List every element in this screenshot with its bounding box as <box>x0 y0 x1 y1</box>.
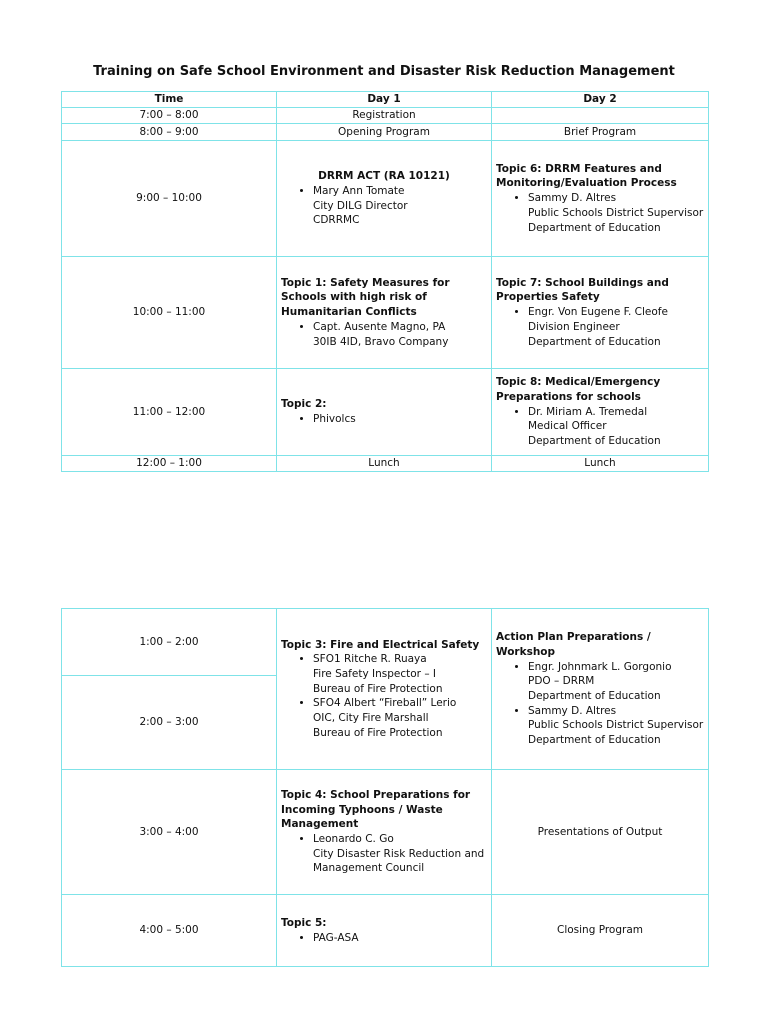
speaker-item <box>528 660 704 704</box>
session-topic: Topic 7: School Buildings and Properties Safety <box>496 276 669 304</box>
schedule-table-morning <box>61 91 709 472</box>
day1-cell: Lunch <box>277 456 492 472</box>
speaker-line: City DILG Director <box>313 199 408 212</box>
time-cell: 9:00 – 10:00 <box>62 141 277 257</box>
session-topic: Topic 3: Fire and Electrical Safety <box>281 638 480 651</box>
speaker-line: • Leonardo C. Go <box>313 833 394 845</box>
speaker-item <box>313 652 487 696</box>
document-title: Training on Safe School Environment and Disaster Risk Reduction Management <box>93 64 675 79</box>
session-topic: Action Plan Preparations / Workshop <box>496 631 651 658</box>
session-topic: Topic 2: <box>281 398 327 411</box>
session-topic: Topic 1: Safety Measures for Schools with high risk of Humanitarian Conflicts <box>281 276 450 319</box>
session-topic: Topic 6: DRRM Features and Monitoring/Evaluation Process <box>496 162 677 190</box>
speaker-line: Bureau of Fire Protection <box>313 726 443 739</box>
time-cell: 7:00 – 8:00 <box>62 108 277 124</box>
day1-cell <box>277 895 492 967</box>
speaker-line: • Phivolcs <box>313 413 356 425</box>
speaker-line: Public Schools District Supervisor <box>528 719 704 732</box>
day2-cell <box>492 257 709 369</box>
speaker-line: Department of Education <box>528 335 661 348</box>
time-cell: 8:00 – 9:00 <box>62 124 277 141</box>
speaker-item <box>313 832 487 876</box>
day2-cell: Lunch <box>492 456 709 472</box>
speaker-item <box>528 704 704 748</box>
speaker-line: • SFO1 Ritche R. Ruaya <box>313 653 427 666</box>
table-header-row <box>62 92 709 108</box>
speaker-line: Department of Education <box>528 221 661 234</box>
speaker-line: Department of Education <box>528 435 661 448</box>
day1-cell <box>277 141 492 257</box>
speaker-item <box>313 320 487 349</box>
speaker-line: CDRRMC <box>313 214 360 227</box>
speaker-line: • SFO4 Albert “Fireball” Lerio <box>313 697 457 710</box>
speaker-line: Division Engineer <box>528 320 620 333</box>
speaker-item <box>528 305 704 349</box>
speaker-list <box>496 305 704 349</box>
speaker-line: Bureau of Fire Protection <box>313 682 443 695</box>
speaker-line: 30IB 4ID, Bravo Company <box>313 335 449 348</box>
speaker-line: • Engr. Johnmark L. Gorgonio <box>528 660 672 673</box>
day1-cell: Opening Program <box>277 124 492 141</box>
table-row <box>62 456 709 472</box>
day1-cell <box>277 257 492 369</box>
speaker-line: Department of Education <box>528 690 661 702</box>
speaker-item <box>528 405 704 449</box>
speaker-list <box>281 832 487 876</box>
day1-cell <box>277 609 492 770</box>
table-row <box>62 108 709 124</box>
speaker-line: Fire Safety Inspector – I <box>313 667 437 680</box>
speaker-line: • Sammy D. Altres <box>528 192 617 205</box>
day2-cell <box>492 369 709 456</box>
speaker-line: • Sammy D. Altres <box>528 704 617 717</box>
speaker-line: • Engr. Von Eugene F. Cleofe <box>528 306 668 319</box>
time-cell: 4:00 – 5:00 <box>62 895 277 967</box>
time-cell: 3:00 – 4:00 <box>62 770 277 895</box>
session-topic: Topic 8: Medical/Emergency Preparations for schools <box>496 376 661 403</box>
day2-cell <box>492 108 709 124</box>
table-row <box>62 369 709 456</box>
speaker-list <box>281 931 487 946</box>
header-day1: Day 1 <box>277 92 492 108</box>
speaker-list <box>496 405 704 449</box>
speaker-line: • Mary Ann Tomate <box>313 184 405 197</box>
day2-cell: Closing Program <box>492 895 709 967</box>
speaker-line: City Disaster Risk Reduction and Management Council <box>313 847 485 875</box>
header-time: Time <box>62 92 277 108</box>
day2-cell: Brief Program <box>492 124 709 141</box>
speaker-item <box>528 191 704 235</box>
header-day2: Day 2 <box>492 92 709 108</box>
speaker-line: Public Schools District Supervisor <box>528 206 704 219</box>
day2-cell <box>492 609 709 770</box>
day1-cell <box>277 770 492 895</box>
speaker-line: Medical Officer <box>528 420 607 433</box>
speaker-line: • PAG-ASA <box>313 931 359 944</box>
table-row <box>62 257 709 369</box>
table-row <box>62 609 709 676</box>
speaker-item <box>313 696 487 740</box>
day2-cell <box>492 141 709 257</box>
speaker-item <box>313 412 487 427</box>
speaker-list <box>281 320 487 349</box>
day1-cell <box>277 369 492 456</box>
time-cell: 12:00 – 1:00 <box>62 456 277 472</box>
time-cell: 1:00 – 2:00 <box>62 609 277 676</box>
speaker-line: OIC, City Fire Marshall <box>313 712 429 725</box>
speaker-item <box>313 184 487 228</box>
day2-cell: Presentations of Output <box>492 770 709 895</box>
session-topic: Topic 5: <box>281 916 327 929</box>
speaker-list <box>281 184 487 228</box>
speaker-line: • Dr. Miriam A. Tremedal <box>528 405 648 418</box>
table-row <box>62 124 709 141</box>
session-topic: DRRM ACT (RA 10121) <box>318 170 450 183</box>
speaker-item <box>313 931 487 946</box>
day1-cell: Registration <box>277 108 492 124</box>
speaker-line: Department of Education <box>528 734 661 747</box>
speaker-list <box>281 412 487 427</box>
speaker-list <box>496 191 704 235</box>
table-row <box>62 895 709 967</box>
speaker-line: PDO – DRRM <box>528 675 595 688</box>
speaker-list <box>496 660 704 748</box>
session-topic: Topic 4: School Preparations for Incoming Typhoons / Waste Management <box>281 788 471 831</box>
table-row <box>62 141 709 257</box>
time-cell: 2:00 – 3:00 <box>62 676 277 770</box>
speaker-list <box>281 652 487 740</box>
schedule-table-afternoon <box>61 608 709 967</box>
time-cell: 10:00 – 11:00 <box>62 257 277 369</box>
table-row <box>62 770 709 895</box>
speaker-line: • Capt. Ausente Magno, PA <box>313 320 446 333</box>
time-cell: 11:00 – 12:00 <box>62 369 277 456</box>
